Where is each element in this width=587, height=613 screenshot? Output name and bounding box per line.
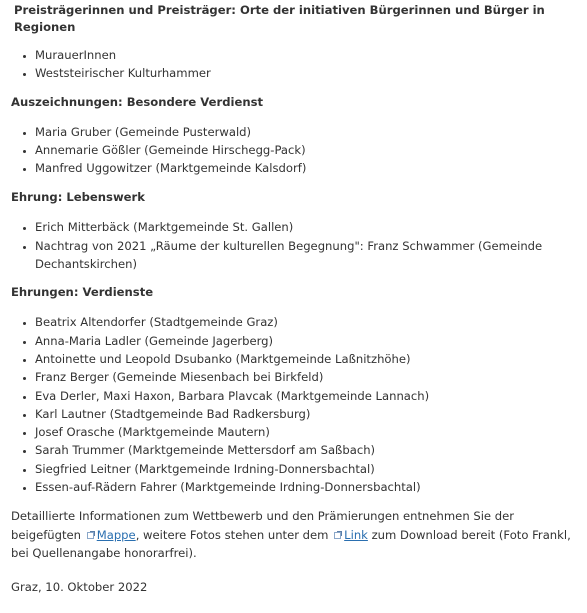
date-line: Graz, 10. Oktober 2022 [11, 580, 148, 595]
heading-lebenswerk: Ehrung: Lebenswerk [11, 190, 145, 205]
list-item: • Maria Gruber (Gemeinde Pusterwald) [35, 123, 587, 141]
heading-verdienste: Ehrungen: Verdienste [11, 285, 154, 300]
list-item: • Essen-auf-Rädern Fahrer (Marktgemeinde Irdning-Donnersbachtal) [35, 478, 587, 496]
list-item: • Weststeirischer Kulturhammer [35, 64, 587, 82]
list-verdienste [11, 313, 587, 496]
list-item: • MurauerInnen [35, 46, 587, 64]
list-preistraeger [11, 46, 587, 83]
list-item: • Siegfried Leitner (Marktgemeinde Irdning-Donnersbachtal) [35, 460, 587, 478]
download-link[interactable]: Link [344, 527, 368, 542]
list-item: • Nachtrag von 2021 „Räume der kulturellen Begegnung": Franz Schwammer (Gemeinde Dechantskirchen) [35, 237, 587, 274]
info-text-middle: , weitere Fotos stehen unter dem [135, 527, 329, 542]
heading-auszeichnungen: Auszeichnungen: Besondere Verdienst [11, 94, 264, 109]
external-link-icon [87, 532, 94, 539]
list-item: • Karl Lautner (Stadtgemeinde Bad Radkersburg) [35, 405, 587, 423]
list-item: • Eva Derler, Maxi Haxon, Barbara Plavcak (Marktgemeinde Lannach) [35, 387, 587, 405]
list-item: • Sarah Trummer (Marktgemeinde Mettersdorf am Saßbach) [35, 441, 587, 459]
list-item: • Anna-Maria Ladler (Gemeinde Jagerberg) [35, 332, 587, 350]
list-item: • Manfred Uggowitzer (Marktgemeinde Kalsdorf) [35, 159, 587, 177]
list-lebenswerk [11, 218, 587, 273]
external-link-icon [334, 532, 341, 539]
list-item: • Josef Orasche (Marktgemeinde Mautern) [35, 423, 587, 441]
list-item: • Antoinette und Leopold Dsubanko (Marktgemeinde Laßnitzhöhe) [35, 350, 587, 368]
list-item: • Franz Berger (Gemeinde Miesenbach bei Birkfeld) [35, 368, 587, 386]
list-auszeichnungen [11, 123, 587, 178]
list-item: • Erich Mitterbäck (Marktgemeinde St. Gallen) [35, 218, 587, 236]
info-text-after: zum Download bereit (Foto Frankl, bei Quellenangabe honorarfrei). [11, 527, 571, 560]
info-text-before: Detaillierte Informationen zum Wettbewerb und den Prämierungen entnehmen Sie der beigefügten [11, 509, 515, 542]
list-item: • Beatrix Altendorfer (Stadtgemeinde Graz) [35, 313, 587, 331]
info-paragraph [11, 507, 573, 562]
heading-preistraeger: Preisträgerinnen und Preisträger: Orte der initiativen Bürgerinnen und Bürger in Regionen [14, 3, 545, 34]
list-item: • Annemarie Gößler (Gemeinde Hirschegg-Pack) [35, 141, 587, 159]
mappe-link[interactable]: Mappe [96, 527, 136, 542]
